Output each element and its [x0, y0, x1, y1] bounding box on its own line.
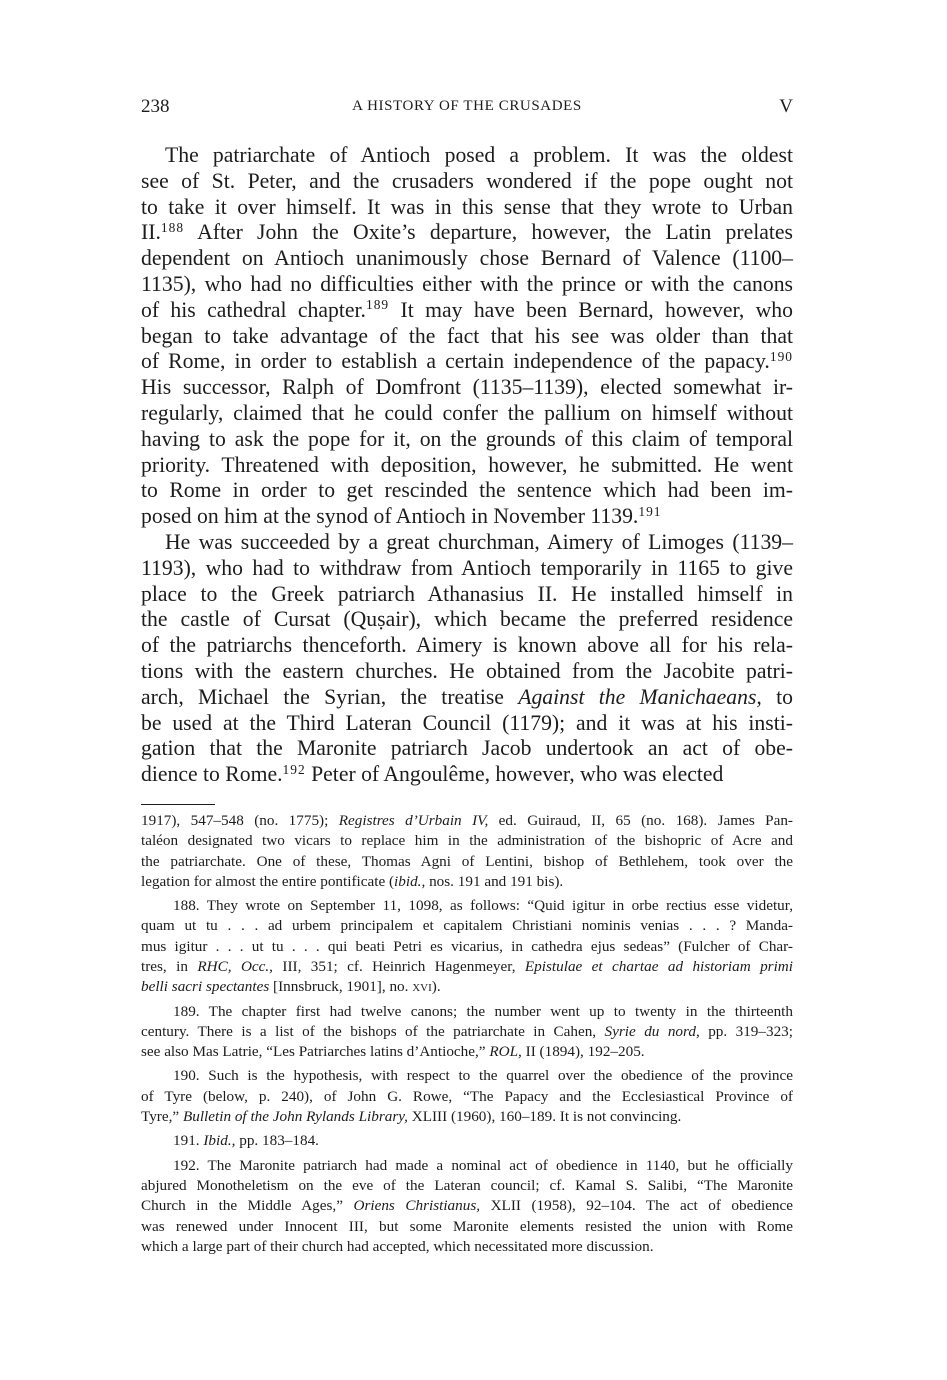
footnote-reference[interactable]: 192 — [282, 761, 306, 777]
text-line: to take it over himself. It was in this sense that they wrote to Urban — [141, 194, 793, 219]
text-line: dependent on Antioch unanimously chose Bernard of Valence (1100– — [141, 246, 793, 271]
book-page — [141, 96, 793, 1261]
running-header — [141, 96, 793, 120]
text-line: regularly, claimed that he could confer the pallium on himself without — [141, 400, 793, 425]
footnote-rule — [141, 804, 215, 805]
running-title: A HISTORY OF THE CRUSADES — [352, 98, 582, 114]
footnote-continued: 1917), 547–548 (no. 1775); Registres d’Urbain IV, ed. Guiraud, II, 65 (no. 168). James Pan- taléon designated two vicars to replace him in the administration of the bishopric of Acre and the patriarchate. One of these, Thomas Agni of Lentini, bishop of Bethlehem, took over the legation for almost the entire pontificate (ibid., nos. 191 and 191 bis). — [141, 811, 793, 890]
text-line: see of St. Peter, and the crusaders wondered if the pope ought not — [141, 168, 793, 193]
footnote-reference[interactable]: 189 — [365, 297, 390, 313]
text-line: 1135), who had no difficulties either with the prince or with the canons — [141, 271, 793, 296]
text-line: His successor, Ralph of Domfront (1135–1139), elected somewhat ir- — [141, 375, 793, 400]
footnote-191: 191. Ibid., pp. 183–184. — [173, 1132, 319, 1150]
text-line: 1193), who had to withdraw from Antioch temporarily in 1165 to give — [141, 555, 793, 580]
paragraph — [141, 143, 793, 530]
page-number: 238 — [141, 96, 170, 117]
text-line: having to ask the pope for it, on the grounds of this claim of temporal — [141, 426, 793, 451]
text-line: posed on him at the synod of Antioch in November 1139.$^{191}$ — [141, 503, 662, 529]
text-line: II.$^{188}$ After John the Oxite’s departure, however, the Latin prelates — [141, 220, 793, 245]
text-line: dience to Rome.$^{192}$ Peter of Angoulême, however, who was elected — [141, 761, 724, 787]
text-line: of his cathedral chapter.$^{189}$ It may have been Bernard, however, who — [141, 297, 793, 322]
text-line: be used at the Third Lateran Council (1179); and it was at his insti- — [141, 710, 793, 735]
volume-number: V — [779, 96, 793, 117]
footnote-188: 188. They wrote on September 11, 1098, as follows: “Quid igitur in orbe rectius esse videtur, quam ut tu . . . ad urbem principalem et capitalem Christiani nominis venias . . . ? Manda- mus igitur . . . ut tu . . . qui beati Petri es vicarius, in cathedra ejus sedeas” (Fulcher of Char- tres, in RHC, Occ., III, 351; cf. Heinrich Hagenmeyer, Epistulae et chartae ad historiam primi belli sacri spectantes [Innsbruck, 1901], no. xvi). — [141, 897, 793, 996]
footnote-reference[interactable]: 188 — [160, 220, 185, 235]
text-line: of the patriarchs thenceforth. Aimery is known above all for his rela- — [141, 633, 793, 658]
footnote-reference[interactable]: 191 — [638, 503, 662, 519]
footnote-190: 190. Such is the hypothesis, with respect to the quarrel over the obedience of the province of Tyre (below, p. 240), of John G. Rowe, “The Papacy and the Ecclesiastical Province of Tyre,” Bulletin of the John Rylands Library, XLIII (1960), 160–189. It is not convincing. — [141, 1067, 793, 1126]
footnotes — [141, 811, 793, 1257]
paragraph — [141, 530, 793, 788]
text-line: He was succeeded by a great churchman, Aimery of Limoges (1139– — [165, 529, 793, 554]
text-line: place to the Greek patriarch Athanasius II. He installed himself in — [141, 581, 793, 606]
italic-title: Against the Manichaeans, — [518, 684, 762, 709]
text-line: the castle of Cursat (Quṣair), which became the preferred residence — [141, 607, 793, 632]
text-line: began to take advantage of the fact that his see was older than that — [141, 323, 793, 348]
text-line: to Rome in order to get rescinded the sentence which had been im- — [141, 478, 793, 503]
main-text — [141, 143, 793, 788]
text-line: gation that the Maronite patriarch Jacob undertook an act of obe- — [141, 736, 793, 761]
footnote-192: 192. The Maronite patriarch had made a nominal act of obedience in 1140, but he officially abjured Monotheletism on the eve of the Lateran council; cf. Kamal S. Salibi, “The Maronite Church in the Middle Ages,” Oriens Christianus, XLII (1958), 92–104. The act of obedience was renewed under Innocent III, but some Maronite elements resisted the union with Rome which a large part of their church had accepted, which necessitated more discussion. — [141, 1156, 793, 1255]
text-line: The patriarchate of Antioch posed a problem. It was the oldest — [165, 143, 793, 167]
text-line: arch, Michael the Syrian, the treatise Against the Manichaeans, to — [141, 684, 793, 709]
text-line: tions with the eastern churches. He obtained from the Jacobite patri- — [141, 658, 793, 683]
text-line: priority. Threatened with deposition, however, he submitted. He went — [141, 452, 793, 477]
footnote-189: 189. The chapter first had twelve canons; the number went up to twenty in the thirteenth century. There is a list of the bishops of the patriarchate in Cahen, Syrie du nord, pp. 319–323; see also Mas Latrie, “Les Patriarches latins d’Antioche,” ROL, II (1894), 192–205. — [141, 1002, 793, 1061]
text-line: of Rome, in order to establish a certain independence of the papacy.$^{190}$ — [141, 348, 793, 374]
footnote-reference[interactable]: 190 — [769, 348, 793, 364]
